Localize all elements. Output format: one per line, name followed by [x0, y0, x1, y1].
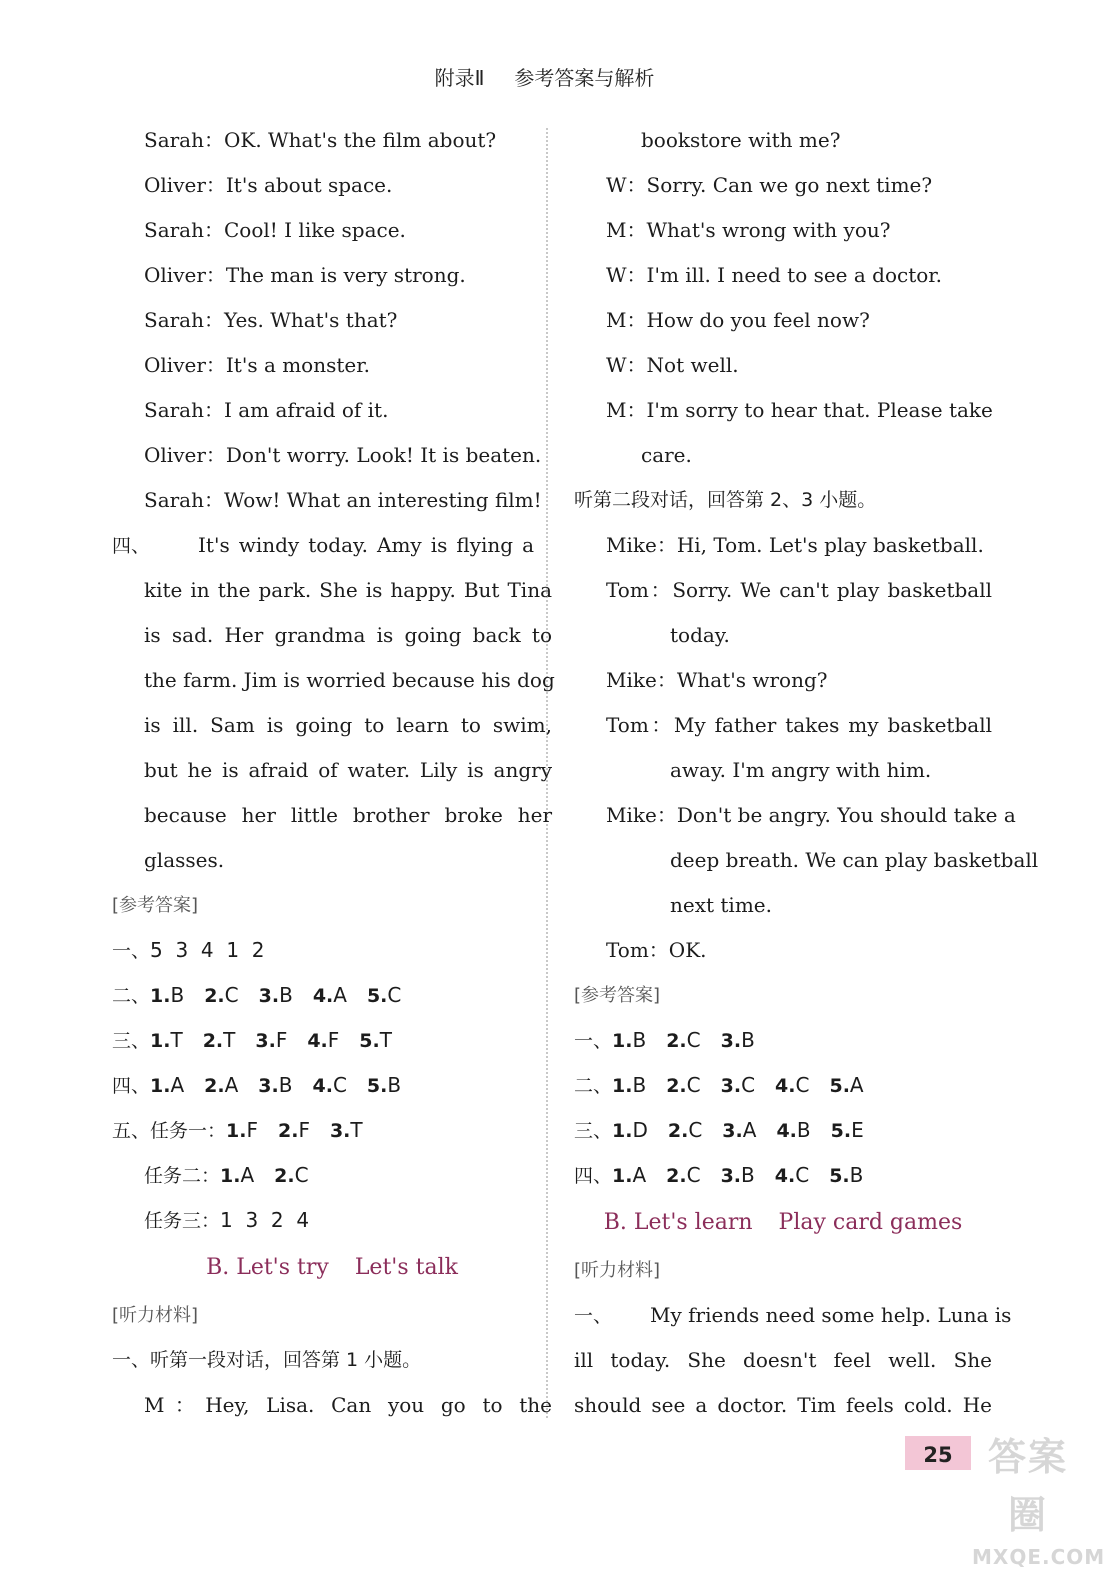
passage-line: is ill. Sam is going to learn to swim, [144, 713, 552, 737]
left-column [112, 118, 555, 1428]
dialog-line: Mike：What's wrong? [606, 668, 828, 692]
answer-row: 二、1.B 2.C 3.C 4.C 5.A [574, 1073, 864, 1097]
answer-row: 五、任务一：1.F 2.F 3.T [112, 1118, 363, 1142]
passage-line: is sad. Her grandma is going back to [144, 623, 552, 647]
section-title: B. Let's learn Play card games [603, 1210, 963, 1235]
answer-row: 二、1.B 2.C 3.B 4.A 5.C [112, 983, 402, 1007]
passage-line: the farm. Jim is worried because his dog [144, 668, 555, 692]
watermark-url: MXQE.COM [972, 1545, 1105, 1569]
dialog-line: Oliver：The man is very strong. [144, 263, 466, 287]
dialog-line: Tom：Sorry. We can't play basketball [606, 578, 992, 602]
watermark-main: 答案圈 [987, 1435, 1068, 1537]
header-title: 参考答案与解析 [514, 66, 655, 90]
dialog-line: bookstore with me? [641, 128, 841, 152]
watermark-logo [972, 1428, 1105, 1569]
answer-row: 任务三：1 3 2 4 [144, 1208, 310, 1232]
passage-line: ill today. She doesn't feel well. She [574, 1348, 992, 1372]
dialog-line: Sarah：OK. What's the film about? [144, 128, 497, 152]
answer-row: 三、1.T 2.T 3.F 4.F 5.T [112, 1028, 392, 1052]
passage-line: should see a doctor. Tim feels cold. He [574, 1393, 992, 1417]
question-number: 四、 [112, 535, 151, 557]
passage-text: My friends need some help. Luna is [650, 1303, 1012, 1327]
dialog-line: Tom：My father takes my basketball [606, 713, 992, 737]
dialog-line: Sarah：I am afraid of it. [144, 398, 389, 422]
answers-label: [参考答案] [112, 895, 199, 916]
appendix-label: 附录Ⅱ [434, 66, 485, 90]
question-intro: 听第二段对话，回答第 2、3 小题。 [574, 489, 877, 511]
section-title: B. Let's try Let's talk [206, 1255, 458, 1280]
dialog-line: Oliver：It's a monster. [144, 353, 370, 377]
passage-line: kite in the park. She is happy. But Tina [144, 578, 552, 602]
passage-line: but he is afraid of water. Lily is angry [144, 758, 552, 782]
answer-row: 任务二：1.A 2.C [144, 1163, 309, 1187]
dialog-line: Mike：Hi, Tom. Let's play basketball. [606, 533, 984, 557]
dialog-line: M：I'm sorry to hear that. Please take [606, 398, 993, 422]
page-header [0, 62, 1089, 91]
listening-label: [听力材料] [574, 1260, 661, 1281]
dialog-line: next time. [670, 893, 772, 917]
answer-row: 三、1.D 2.C 3.A 4.B 5.E [574, 1118, 864, 1142]
answers-label: [参考答案] [574, 985, 661, 1006]
dialog-line: M：Hey, Lisa. Can you go to the [144, 1393, 552, 1417]
page-number: 25 [905, 1436, 971, 1470]
dialog-line: today. [670, 623, 730, 647]
dialog-line: M：How do you feel now? [606, 308, 870, 332]
dialog-line: away. I'm angry with him. [670, 758, 932, 782]
passage-text: It's windy today. Amy is flying a [198, 533, 535, 557]
passage-line: because her little brother broke her [144, 803, 552, 827]
dialog-line: W：Not well. [606, 353, 739, 377]
listening-label: [听力材料] [112, 1305, 199, 1326]
answer-row: 四、1.A 2.C 3.B 4.C 5.B [574, 1163, 864, 1187]
dialog-line: deep breath. We can play basketball [670, 848, 1039, 872]
passage-first-line [112, 523, 552, 568]
right-column [574, 118, 1039, 1428]
dialog-line: W：Sorry. Can we go next time? [606, 173, 933, 197]
question-intro: 一、听第一段对话，回答第 1 小题。 [112, 1349, 422, 1371]
passage-line: glasses. [144, 848, 225, 872]
dialog-line: M：What's wrong with you? [606, 218, 891, 242]
answer-row: 一、5 3 4 1 2 [112, 938, 265, 962]
dialog-line: Sarah：Cool! I like space. [144, 218, 406, 242]
answer-row: 四、1.A 2.A 3.B 4.C 5.B [112, 1073, 402, 1097]
dialog-line: Sarah：Yes. What's that? [144, 308, 398, 332]
dialog-line: Mike：Don't be angry. You should take a [606, 803, 1016, 827]
dialog-line: Sarah：Wow! What an interesting film! [144, 488, 542, 512]
dialog-line: Tom：OK. [606, 938, 707, 962]
dialog-line: Oliver：It's about space. [144, 173, 393, 197]
dialog-line: Oliver：Don't worry. Look! It is beaten. [144, 443, 542, 467]
dialog-line: care. [641, 443, 692, 467]
answer-row: 一、1.B 2.C 3.B [574, 1028, 755, 1052]
passage-first-line [574, 1293, 1012, 1338]
question-number: 一、 [574, 1305, 613, 1327]
dialog-line: W：I'm ill. I need to see a doctor. [606, 263, 943, 287]
